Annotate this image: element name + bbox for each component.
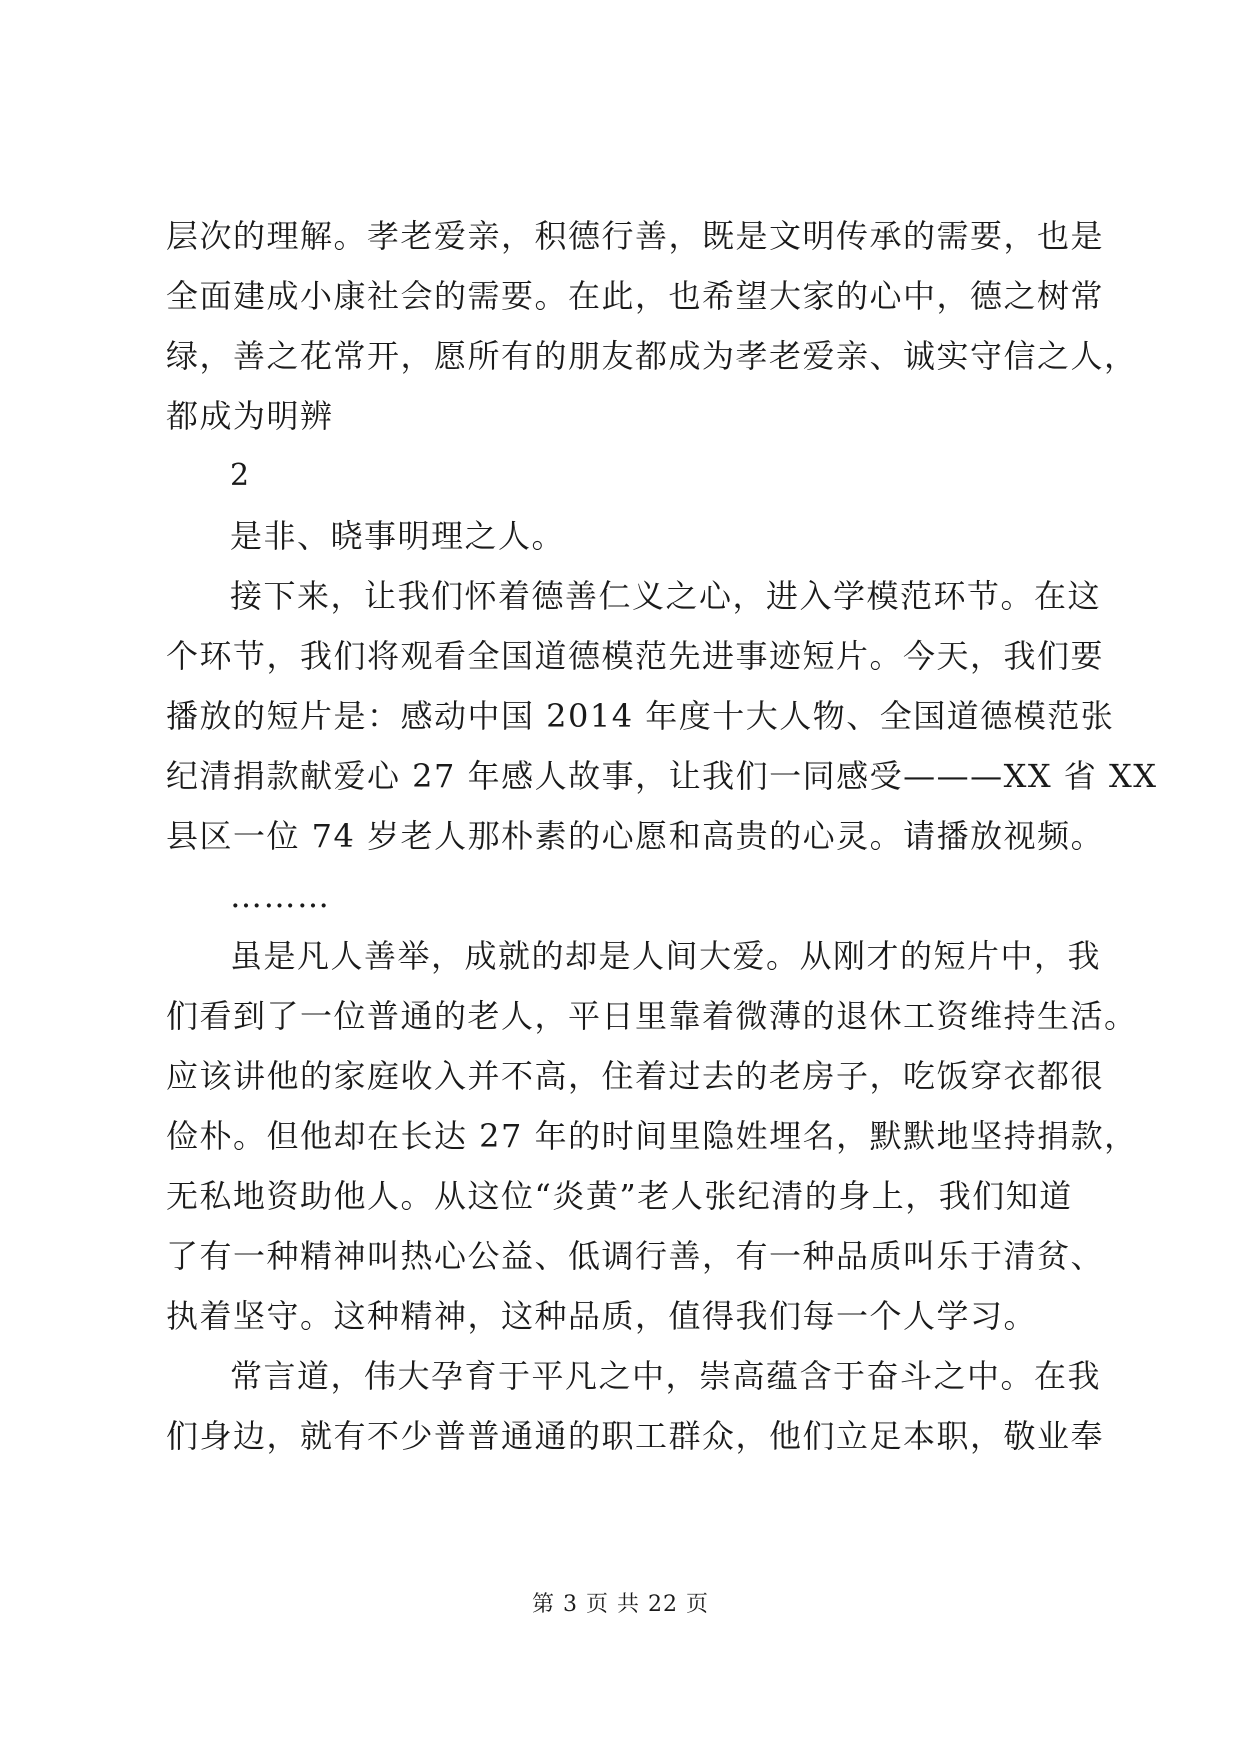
text-line: 执着坚守。这种精神，这种品质，值得我们每一个人学习。 [166,1297,1038,1335]
inline-page-number: 2 [230,458,250,493]
text-line: 层次的理解。孝老爱亲，积德行善，既是文明传承的需要，也是 [166,217,1105,255]
text-line: 接下来，让我们怀着德善仁义之心，进入学模范环节。在这 [230,577,1102,615]
text-line: 无私地资助他人。从这位“炎黄”老人张纪清的身上，我们知道 [166,1177,1073,1215]
text-line: 是非、晓事明理之人。 [230,517,566,555]
page-footer: 第 3 页 共 22 页 [532,1592,709,1617]
text-line: 纪清捐款献爱心 27 年感人故事，让我们一同感受———XX 省 XX [166,757,1158,795]
text-line: 们身边，就有不少普普通通的职工群众，他们立足本职，敬业奉 [166,1417,1105,1455]
text-line: 俭朴。但他却在长达 27 年的时间里隐姓埋名，默默地坚持捐款， [166,1117,1138,1155]
text-line: 常言道，伟大孕育于平凡之中，崇高蕴含于奋斗之中。在我 [230,1357,1102,1395]
text-line: 了有一种精神叫热心公益、低调行善，有一种品质叫乐于清贫、 [166,1237,1105,1275]
text-line: 播放的短片是：感动中国 2014 年度十大人物、全国道德模范张 [166,697,1115,735]
ellipsis-line: ……… [230,877,331,915]
text-line: 虽是凡人善举，成就的却是人间大爱。从刚才的短片中，我 [230,937,1102,975]
text-line: 们看到了一位普通的老人，平日里靠着微薄的退休工资维持生活。 [166,997,1138,1035]
text-line: 都成为明辨 [166,397,334,435]
text-line: 应该讲他的家庭收入并不高，住着过去的老房子，吃饭穿衣都很 [166,1057,1105,1095]
text-line: 全面建成小康社会的需要。在此，也希望大家的心中，德之树常 [166,277,1105,315]
text-line: 县区一位 74 岁老人那朴素的心愿和高贵的心灵。请播放视频。 [166,817,1105,855]
text-line: 个环节，我们将观看全国道德模范先进事迹短片。今天，我们要 [166,637,1105,675]
text-line: 绿，善之花常开，愿所有的朋友都成为孝老爱亲、诚实守信之人， [166,337,1138,375]
